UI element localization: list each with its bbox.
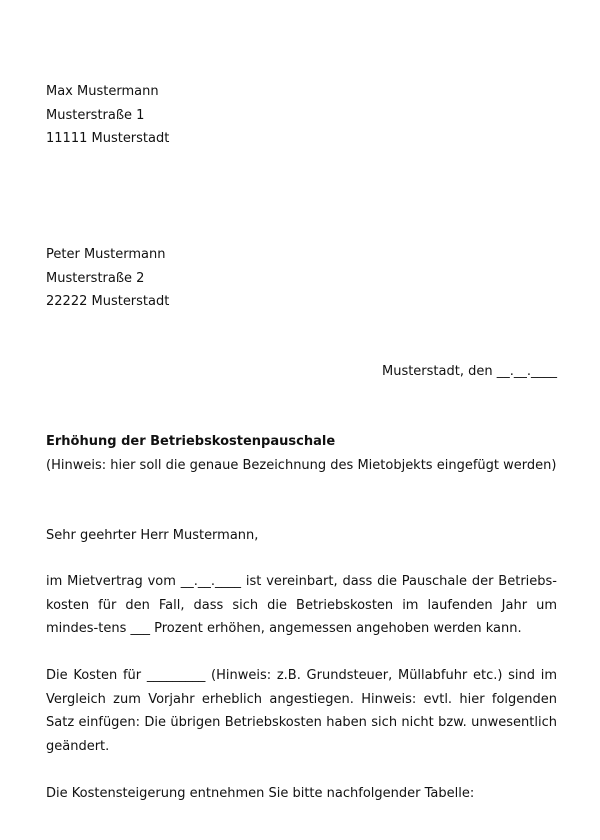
sender-address — [46, 80, 557, 151]
sender-street: Musterstraße 1 — [46, 107, 145, 123]
recipient-street: Musterstraße 2 — [46, 270, 145, 286]
date-line: Musterstadt, den __.__.____ — [381, 364, 557, 379]
paragraph-table-intro: Die Kostensteigerung entnehmen Sie bitte nachfolgender Tabelle: — [46, 786, 475, 801]
sender-city: 11111 Musterstadt — [46, 131, 170, 146]
subject-block — [46, 430, 557, 477]
paragraph-contract: im Mietvertrag vom __.__.____ ist vereinbart, dass die Pauschale der Betriebs-kosten für den Fall, dass sich die Betriebskosten im laufenden Jahr um mindes-tens ___ Prozent erhöhen, angemessen angehoben werden kann. — [46, 574, 557, 636]
recipient-name: Peter Mustermann — [46, 247, 166, 262]
subject-title: Erhöhung der Betriebskostenpauschale — [46, 434, 336, 449]
sender-name: Max Mustermann — [46, 84, 159, 99]
recipient-city: 22222 Musterstadt — [46, 294, 170, 309]
paragraph-costs: Die Kosten für _________ (Hinweis: z.B. Grundsteuer, Müllabfuhr etc.) sind im Vergleich zum Vorjahr erheblich angestiegen. Hinweis: evtl. hier folgenden Satz einfügen: Die übrigen Betriebskosten haben sich nicht bzw. unwesentlich geändert. — [46, 668, 557, 754]
subject-hint: (Hinweis: hier soll die genaue Bezeichnung des Mietobjekts eingefügt werden) — [46, 457, 557, 473]
salutation-text: Sehr geehrter Herr Mustermann, — [46, 528, 259, 543]
salutation — [46, 524, 557, 548]
recipient-address — [46, 243, 557, 314]
